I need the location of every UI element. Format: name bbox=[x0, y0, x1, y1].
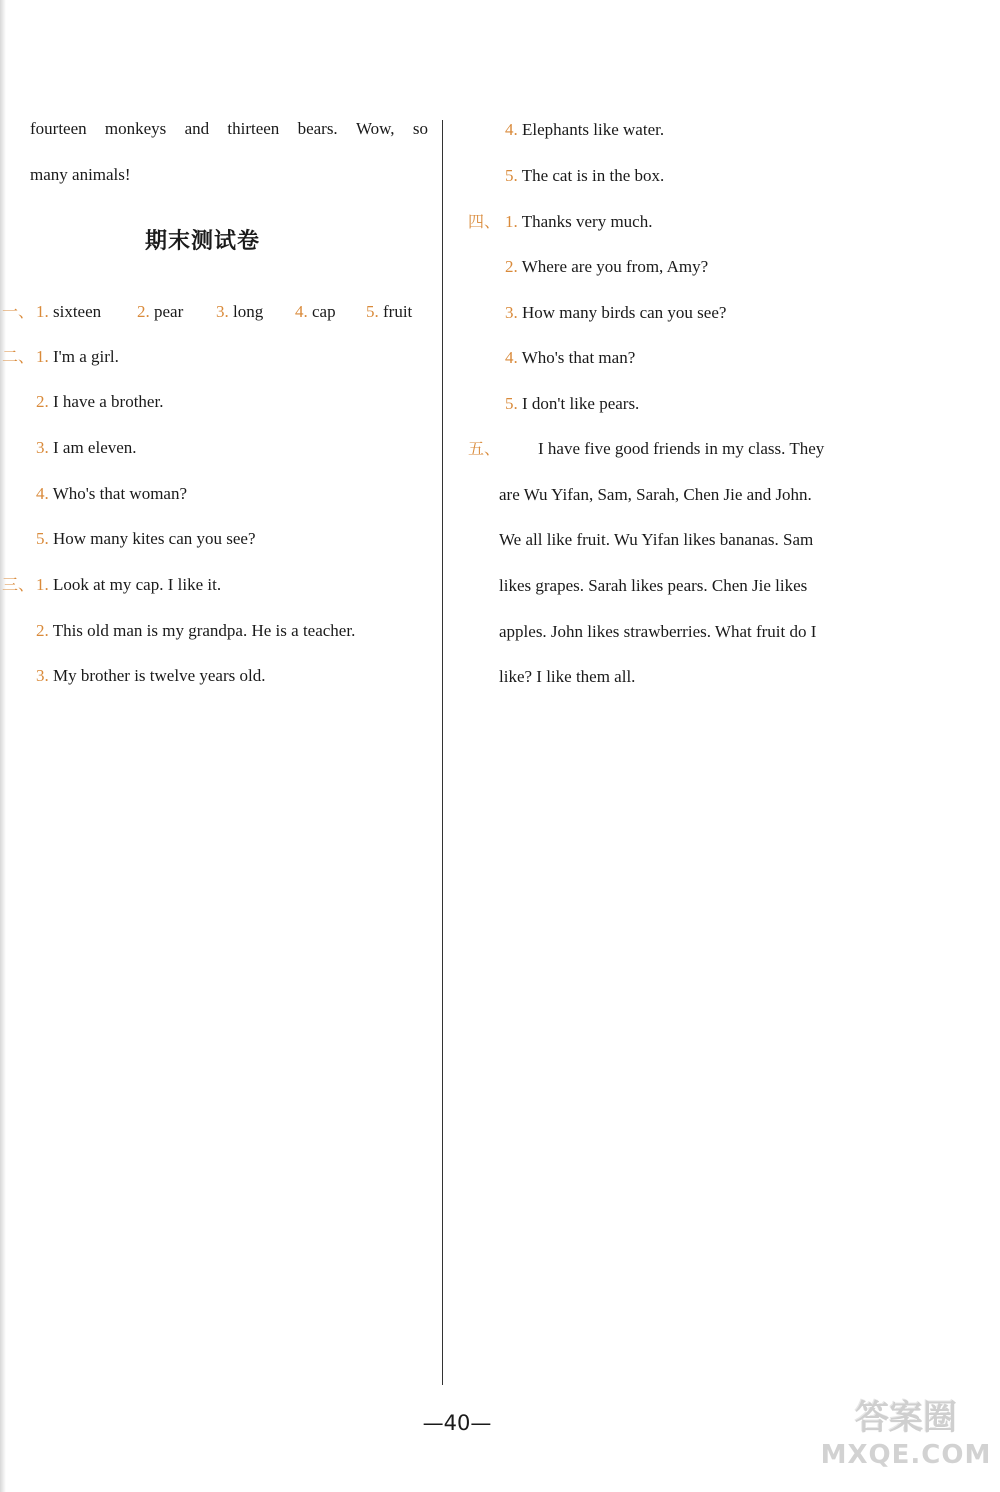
section-5-passage-line-6: like? I like them all. bbox=[499, 667, 636, 686]
continued-passage-line-1 bbox=[30, 118, 428, 140]
site-watermark bbox=[820, 1398, 992, 1486]
section-1-answers bbox=[2, 301, 34, 323]
item-text: Who's that woman? bbox=[52, 484, 188, 503]
item-text: pear bbox=[154, 302, 184, 321]
item-number: 5. bbox=[505, 166, 518, 185]
section-4-marker-line bbox=[468, 211, 500, 233]
item-text: Look at my cap. I like it. bbox=[53, 575, 222, 594]
item-number: 4. bbox=[505, 348, 518, 367]
section-3-item-2 bbox=[36, 620, 355, 642]
item-number: 1. bbox=[36, 575, 49, 594]
item-text: I am eleven. bbox=[53, 438, 137, 457]
item-text: Thanks very much. bbox=[521, 212, 653, 231]
item-number: 2. bbox=[505, 257, 518, 276]
item-text: My brother is twelve years old. bbox=[53, 666, 266, 685]
item-text: long bbox=[233, 302, 264, 321]
item-number: 1. bbox=[36, 347, 49, 366]
item-number: 2. bbox=[137, 302, 150, 321]
item-number: 4. bbox=[295, 302, 308, 321]
section-2-item-3 bbox=[36, 437, 137, 459]
item-number: 3. bbox=[36, 438, 49, 457]
item-number: 3. bbox=[36, 666, 49, 685]
word: bears. bbox=[297, 119, 338, 138]
section-1-item-5 bbox=[366, 301, 412, 323]
section-marker: 四、 bbox=[468, 212, 501, 231]
section-marker: 五、 bbox=[468, 439, 501, 458]
watermark-logo-text: 答案圈 bbox=[855, 1398, 957, 1438]
word: thirteen bbox=[227, 119, 280, 138]
item-text: Elephants like water. bbox=[522, 120, 665, 139]
word: Wow, bbox=[355, 119, 395, 138]
item-text: I'm a girl. bbox=[53, 347, 119, 366]
item-number: 3. bbox=[505, 303, 518, 322]
continued-passage-line-2: many animals! bbox=[30, 165, 131, 184]
item-text: cap bbox=[312, 302, 336, 321]
section-4-item-3 bbox=[505, 302, 726, 324]
column-divider bbox=[442, 120, 443, 1385]
word: monkeys bbox=[104, 119, 167, 138]
item-text: How many kites can you see? bbox=[53, 529, 256, 548]
section-5-passage-line-5: apples. John likes strawberries. What fruit do I bbox=[499, 622, 817, 641]
section-1-item-1 bbox=[36, 301, 101, 323]
section-2-item-5 bbox=[36, 528, 256, 550]
section-3-item-5 bbox=[505, 165, 664, 187]
section-4-item-2 bbox=[505, 256, 708, 278]
section-3-marker-line bbox=[2, 574, 34, 596]
word: fourteen bbox=[30, 119, 87, 138]
item-text: The cat is in the box. bbox=[521, 166, 665, 185]
item-number: 5. bbox=[366, 302, 379, 321]
item-number: 1. bbox=[36, 302, 49, 321]
section-5-passage-line-1: I have five good friends in my class. They bbox=[538, 439, 825, 458]
section-marker: 三、 bbox=[2, 575, 35, 594]
section-5-passage-line-3: We all like fruit. Wu Yifan likes bananas. Sam bbox=[499, 530, 814, 549]
item-text: fruit bbox=[383, 302, 413, 321]
item-text: I have a brother. bbox=[53, 392, 164, 411]
word: so bbox=[412, 119, 428, 138]
watermark-url: MXQE.COM bbox=[820, 1440, 992, 1470]
item-number: 1. bbox=[505, 212, 518, 231]
section-5-marker-line bbox=[468, 438, 500, 460]
section-2-item-4 bbox=[36, 483, 187, 505]
section-1-item-4 bbox=[295, 301, 336, 323]
item-number: 5. bbox=[36, 529, 49, 548]
item-number: 5. bbox=[505, 394, 518, 413]
test-title: 期末测试卷 bbox=[145, 229, 261, 254]
item-text: Who's that man? bbox=[521, 348, 636, 367]
section-4-item-1 bbox=[505, 211, 652, 233]
item-text: I don't like pears. bbox=[522, 394, 640, 413]
section-3-item-1 bbox=[36, 574, 221, 596]
section-1-item-2 bbox=[137, 301, 183, 323]
page-number: —40— bbox=[422, 1411, 492, 1435]
item-text: This old man is my grandpa. He is a teacher. bbox=[52, 621, 356, 640]
section-3-item-4 bbox=[505, 119, 664, 141]
section-marker: 一、 bbox=[2, 302, 35, 321]
word: and bbox=[184, 119, 210, 138]
section-5-passage-line-4: likes grapes. Sarah likes pears. Chen Jie likes bbox=[499, 576, 808, 595]
item-number: 4. bbox=[36, 484, 49, 503]
item-number: 3. bbox=[216, 302, 229, 321]
item-number: 4. bbox=[505, 120, 518, 139]
item-number: 2. bbox=[36, 392, 49, 411]
section-2-item-1 bbox=[36, 346, 119, 368]
item-number: 2. bbox=[36, 621, 49, 640]
scan-edge-shadow bbox=[0, 0, 6, 1492]
section-3-item-3 bbox=[36, 665, 265, 687]
item-text: How many birds can you see? bbox=[522, 303, 727, 322]
section-4-item-4 bbox=[505, 347, 635, 369]
section-2-item-2 bbox=[36, 391, 163, 413]
item-text: Where are you from, Amy? bbox=[521, 257, 709, 276]
section-4-item-5 bbox=[505, 393, 639, 415]
item-text: sixteen bbox=[53, 302, 102, 321]
section-2-marker-line bbox=[2, 346, 34, 368]
section-5-passage-line-2: are Wu Yifan, Sam, Sarah, Chen Jie and John. bbox=[499, 485, 812, 504]
section-marker: 二、 bbox=[2, 347, 35, 366]
section-1-item-3 bbox=[216, 301, 263, 323]
